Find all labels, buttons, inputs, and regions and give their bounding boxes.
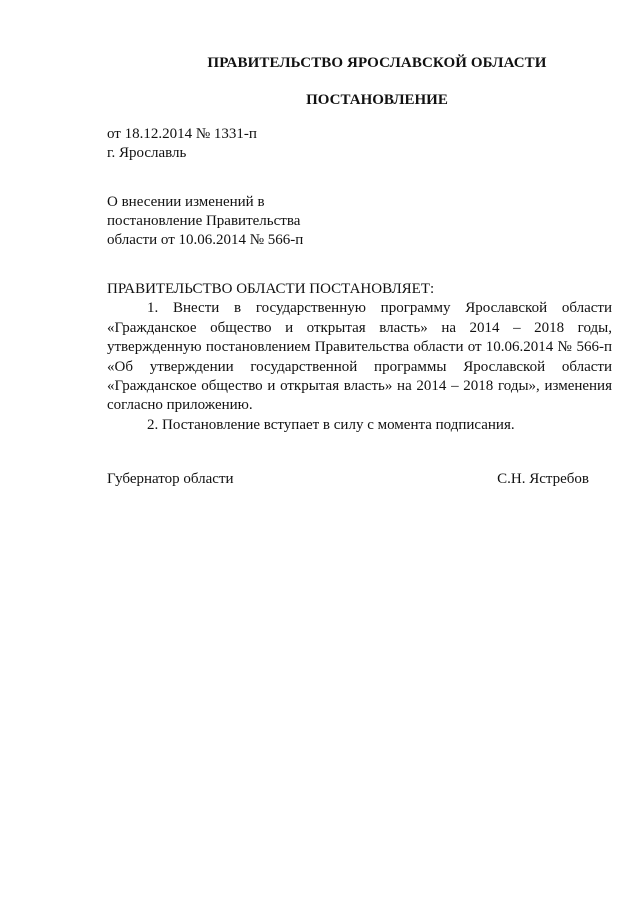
subject-line: постановление Правительства bbox=[107, 213, 301, 229]
signatory-name: С.Н. Ястребов bbox=[497, 471, 589, 487]
document-date-number: от 18.12.2014 № 1331-п bbox=[107, 126, 257, 142]
decree-heading: ПРАВИТЕЛЬСТВО ОБЛАСТИ ПОСТАНОВЛЯЕТ: bbox=[107, 281, 435, 297]
document-body bbox=[107, 280, 612, 435]
subject-line: О внесении изменений в bbox=[107, 194, 265, 210]
subject-line: области от 10.06.2014 № 566-п bbox=[107, 232, 304, 248]
signatory-position: Губернатор области bbox=[107, 471, 234, 487]
document-subject bbox=[107, 193, 303, 250]
body-paragraph-1: 1. Внести в государственную программу Ярославской области «Гражданское общество и открытая власть» на 2014 – 2018 годы, утвержденную постановлением Правительства области от 10.06.2014 № 566-п «Об утверждении государственной программы Ярославской области «Гражданское общество и открытая власть» на 2014 – 2018 годы», изменения согласно приложению. bbox=[107, 300, 612, 414]
body-paragraph-2: 2. Постановление вступает в силу с момента подписания. bbox=[147, 416, 515, 433]
document-city: г. Ярославль bbox=[107, 145, 187, 161]
document-type-title: ПОСТАНОВЛЕНИЕ bbox=[306, 92, 448, 108]
signature-block bbox=[107, 471, 589, 488]
issuing-authority: ПРАВИТЕЛЬСТВО ЯРОСЛАВСКОЙ ОБЛАСТИ bbox=[207, 55, 547, 71]
